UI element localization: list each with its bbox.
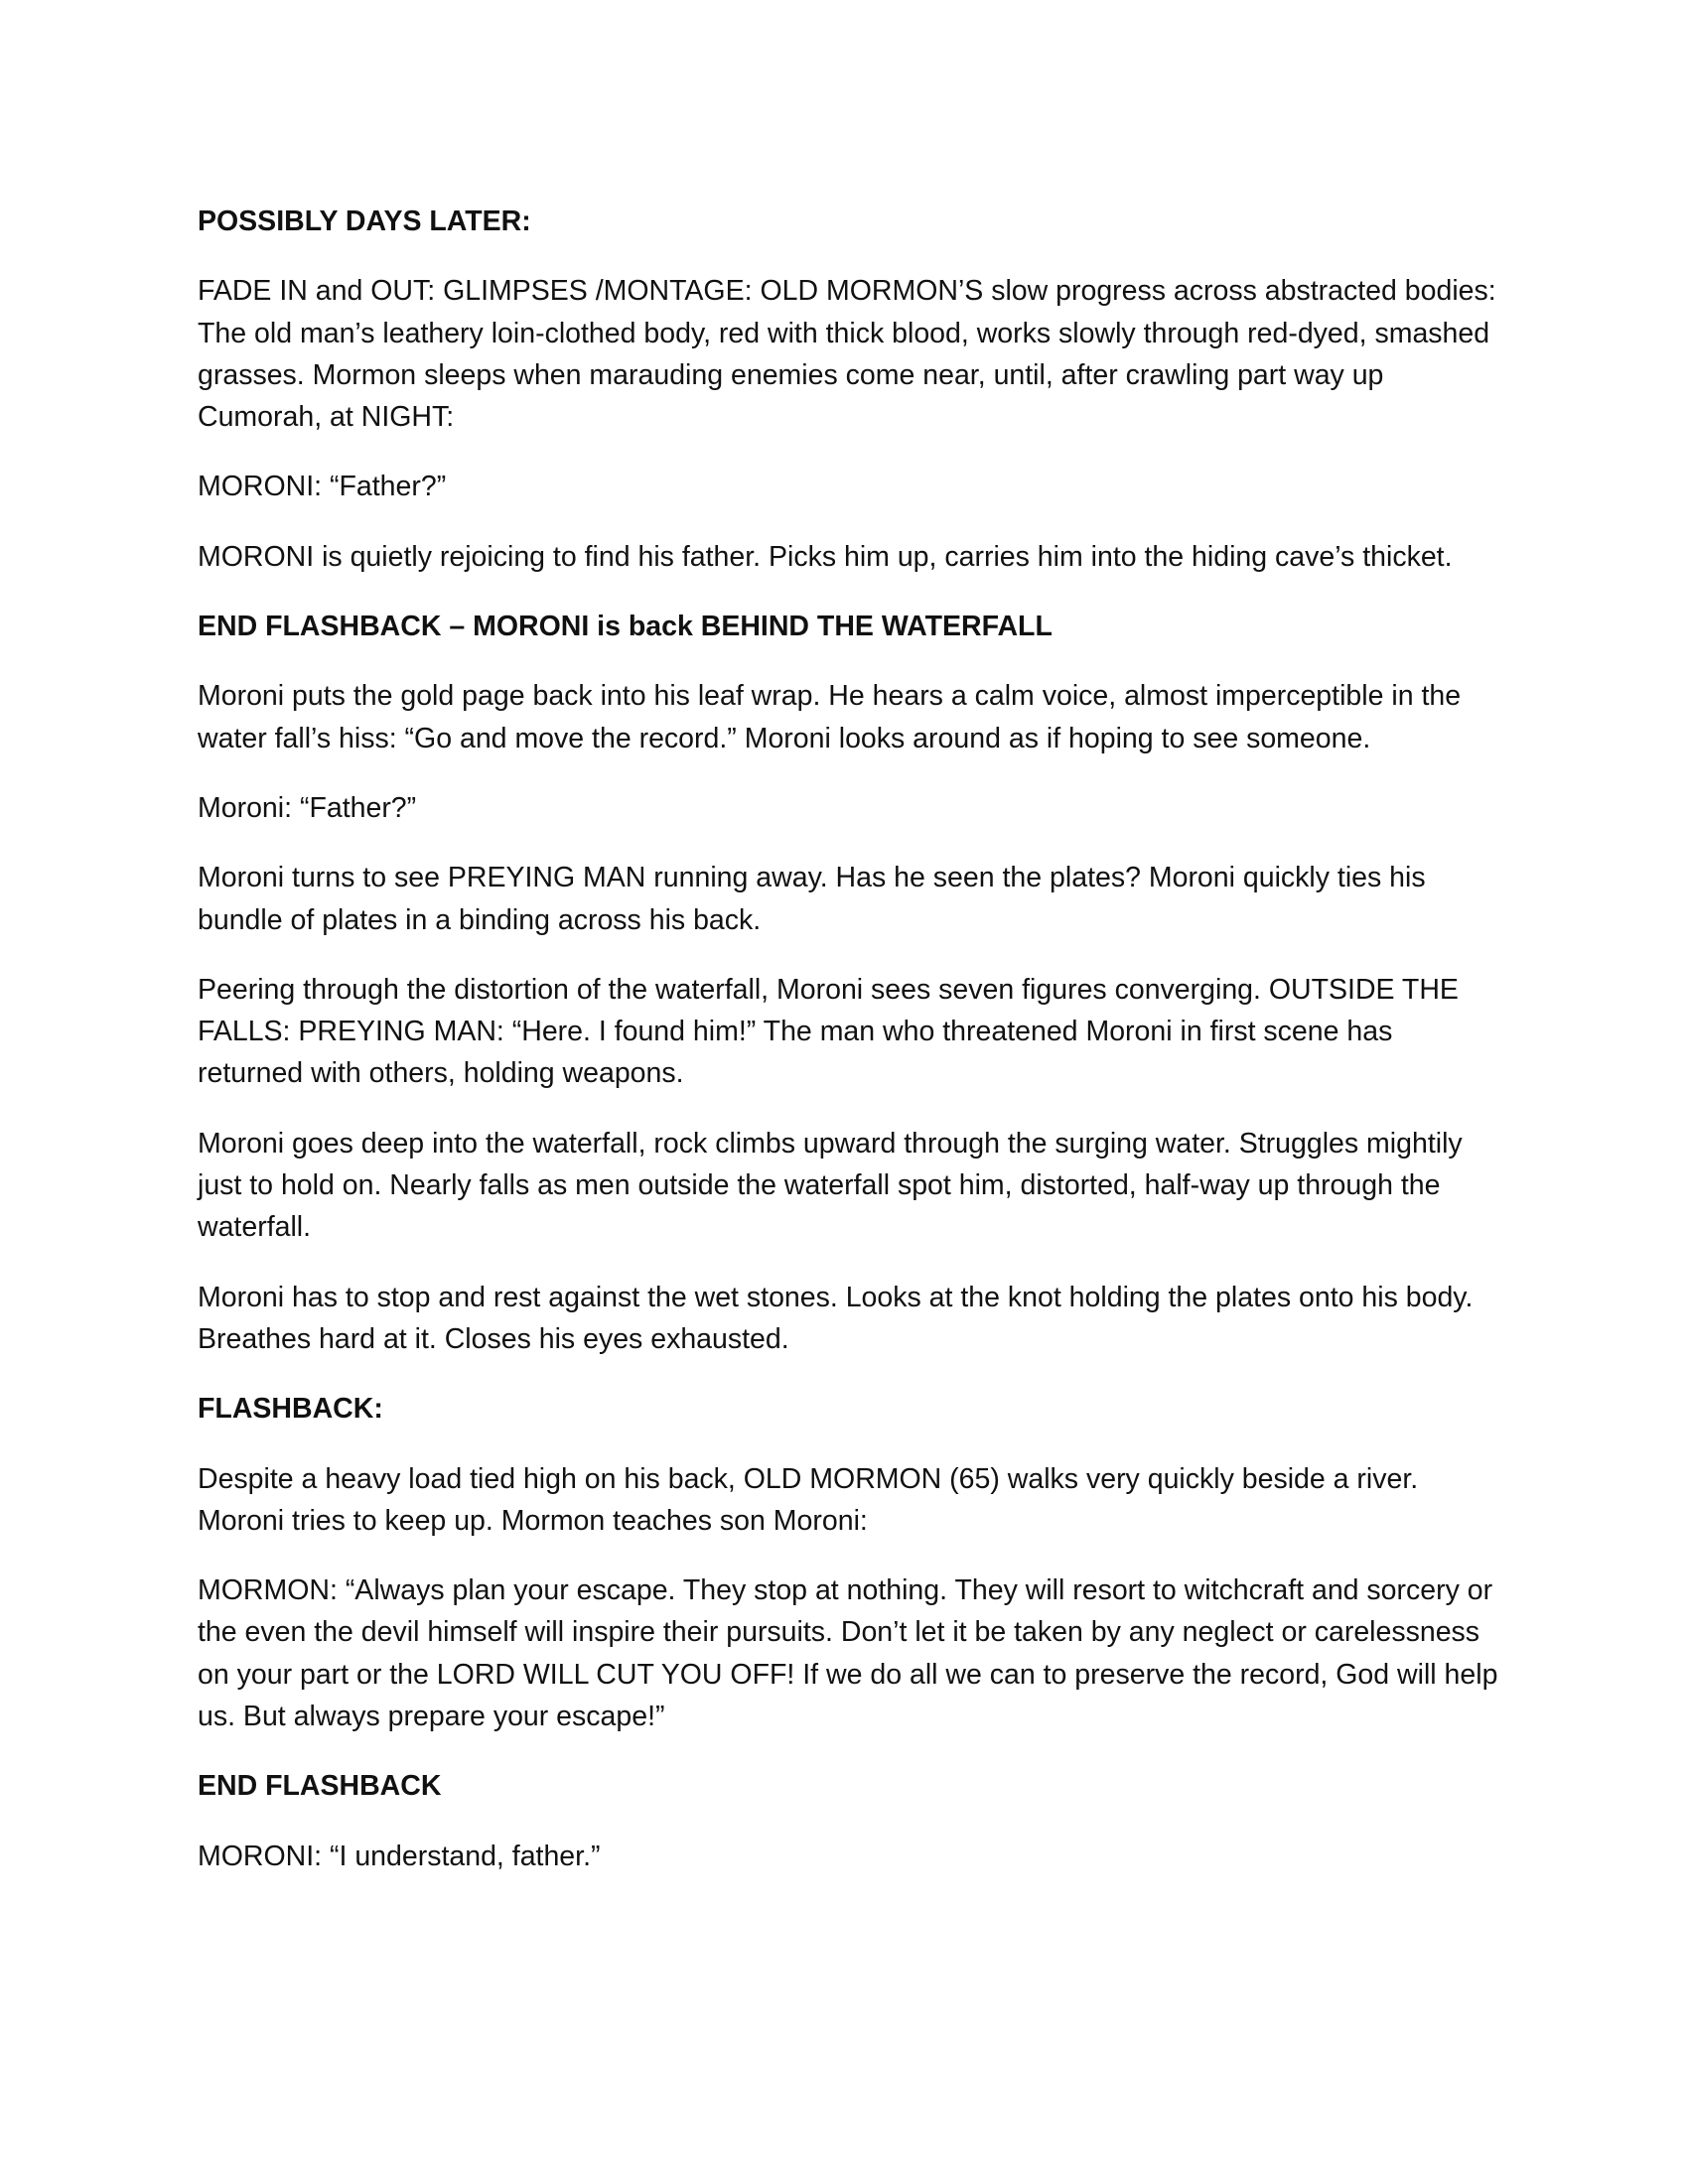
scene-heading-end-flashback: END FLASHBACK <box>198 1770 442 1803</box>
action-paragraph: Peering through the distortion of the waterfall, Moroni sees seven figures converging. OUTSIDE THE FALLS: PREYING MAN: “Here. I found him!” The man who threatened Moroni in first scene has returned with others, holding weapons. <box>198 973 1459 1090</box>
scene-heading-possibly-days-later: POSSIBLY DAYS LATER: <box>198 205 531 237</box>
scene-heading-flashback: FLASHBACK: <box>198 1393 383 1426</box>
action-paragraph: MORONI is quietly rejoicing to find his father. Picks him up, carries him into the hiding cave’s thicket. <box>198 540 1453 573</box>
script-page <box>198 201 1498 1905</box>
dialogue-line: MORONI: “I understand, father.” <box>198 1840 601 1872</box>
action-paragraph: Moroni goes deep into the waterfall, rock climbs upward through the surging water. Struggles mightily just to hold on. Nearly falls as men outside the waterfall spot him, distorted, half-way up through the waterfall. <box>198 1127 1463 1244</box>
action-paragraph: Despite a heavy load tied high on his back, OLD MORMON (65) walks very quickly beside a river. Moroni tries to keep up. Mormon teaches son Moroni: <box>198 1462 1419 1537</box>
action-paragraph: Moroni has to stop and rest against the wet stones. Looks at the knot holding the plates onto his body. Breathes hard at it. Closes his eyes exhausted. <box>198 1281 1474 1355</box>
dialogue-line: Moroni: “Father?” <box>198 791 417 824</box>
dialogue-line: MORMON: “Always plan your escape. They stop at nothing. They will resort to witchcraft and sorcery or the even the devil himself will inspire their pursuits. Don’t let it be taken by any neglect or carelessness on your part or the LORD WILL CUT YOU OFF! If we do all we can to preserve the record, God will help us. But always prepare your escape!” <box>198 1574 1498 1733</box>
dialogue-line: MORONI: “Father?” <box>198 471 447 503</box>
action-paragraph: FADE IN and OUT: GLIMPSES /MONTAGE: OLD MORMON’S slow progress across abstracted bodies: The old man’s leathery loin-clothed body, red with thick blood, works slowly through red-dyed, smashed grasses. Mormon sleeps when marauding enemies come near, until, after crawling part way up Cumorah, at NIGHT: <box>198 275 1496 434</box>
action-paragraph: Moroni turns to see PREYING MAN running away. Has he seen the plates? Moroni quickly ties his bundle of plates in a binding across his back. <box>198 862 1426 936</box>
scene-heading-end-flashback-waterfall: END FLASHBACK – MORONI is back BEHIND THE WATERFALL <box>198 611 1053 643</box>
action-paragraph: Moroni puts the gold page back into his leaf wrap. He hears a calm voice, almost imperceptible in the water fall’s hiss: “Go and move the record.” Moroni looks around as if hoping to see someone. <box>198 680 1462 754</box>
